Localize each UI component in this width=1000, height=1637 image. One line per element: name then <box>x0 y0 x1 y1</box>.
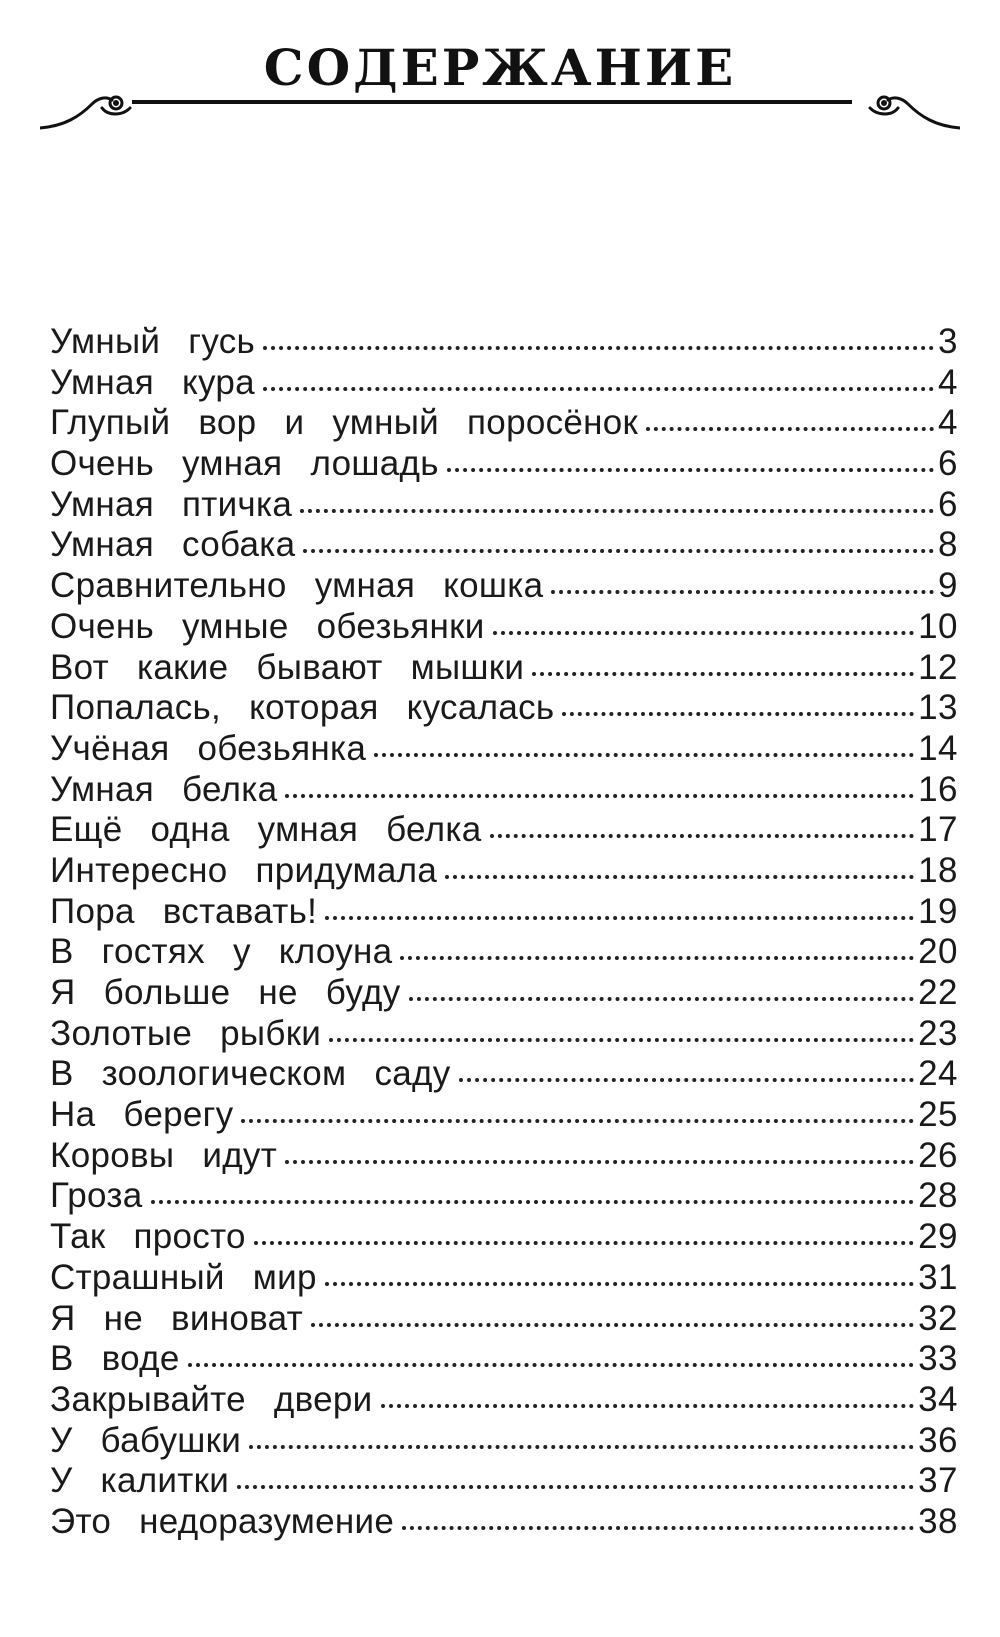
toc-entry-page: 37 <box>918 1461 958 1501</box>
toc-entry[interactable] <box>50 729 958 770</box>
toc-entry[interactable] <box>50 1339 958 1380</box>
toc-entry-page: 9 <box>938 566 958 606</box>
toc-entry-title: Я не виноват <box>50 1298 303 1338</box>
toc-entry[interactable] <box>50 1502 958 1543</box>
toc-entry-title: Глупый вор и умный поросёнок <box>50 403 639 443</box>
toc-entry[interactable] <box>50 932 958 973</box>
toc-entry-title: Вот какие бывают мышки <box>50 647 525 687</box>
toc-entry-page: 4 <box>938 362 958 402</box>
toc-entry-title: Золотые рыбки <box>50 1013 322 1053</box>
toc-leader-dots <box>447 468 934 472</box>
toc-entry-title: Ещё одна умная белка <box>50 810 482 850</box>
toc-entry[interactable] <box>50 1095 958 1136</box>
toc-leader-dots <box>562 712 914 716</box>
toc-entry-page: 16 <box>918 769 958 809</box>
toc-entry-title: Умная птичка <box>50 484 293 524</box>
toc-entry[interactable] <box>50 648 958 689</box>
toc-entry[interactable] <box>50 1054 958 1095</box>
toc-entry[interactable] <box>50 444 958 485</box>
toc-entry-title: Попалась, которая кусалась <box>50 688 555 728</box>
toc-leader-dots <box>459 1078 915 1082</box>
toc-entry[interactable] <box>50 525 958 566</box>
toc-entry[interactable] <box>50 688 958 729</box>
toc-entry-title: Я больше не буду <box>50 973 401 1012</box>
toc-entry[interactable] <box>50 1299 958 1340</box>
toc-entry-page: 28 <box>918 1176 958 1216</box>
toc-leader-dots <box>263 346 934 350</box>
toc-entry-page: 3 <box>938 322 958 361</box>
toc-leader-dots <box>493 631 914 635</box>
toc-entry-title: У бабушки <box>50 1420 242 1460</box>
toc-entry-page: 33 <box>918 1339 958 1379</box>
ornament-divider <box>40 86 960 146</box>
toc-leader-dots <box>374 753 914 757</box>
toc-leader-dots <box>285 794 914 798</box>
toc-entry-page: 4 <box>938 403 958 443</box>
toc-entry-page: 25 <box>918 1095 958 1135</box>
toc-leader-dots <box>646 427 934 431</box>
toc-entry-title: Пора вставать! <box>50 891 318 931</box>
toc-entry-page: 38 <box>918 1501 958 1541</box>
toc-entry-page: 10 <box>918 606 958 646</box>
toc-entry[interactable] <box>50 851 958 892</box>
toc-entry[interactable] <box>50 1176 958 1217</box>
toc-entry-page: 6 <box>938 484 958 524</box>
toc-leader-dots <box>151 1200 915 1204</box>
toc-leader-dots <box>532 672 914 676</box>
toc-entry-title: Страшный мир <box>50 1257 317 1297</box>
toc-leader-dots <box>237 1485 914 1489</box>
toc-entry[interactable] <box>50 322 958 363</box>
table-of-contents <box>50 322 958 1543</box>
toc-entry-page: 31 <box>918 1257 958 1297</box>
toc-leader-dots <box>409 997 915 1001</box>
toc-entry[interactable] <box>50 1136 958 1177</box>
toc-leader-dots <box>311 1323 914 1327</box>
toc-leader-dots <box>241 1119 914 1123</box>
toc-entry-page: 34 <box>918 1379 958 1419</box>
toc-leader-dots <box>402 1526 914 1530</box>
toc-entry-page: 36 <box>918 1420 958 1460</box>
toc-entry-page: 22 <box>918 973 958 1012</box>
toc-entry-page: 24 <box>918 1054 958 1094</box>
toc-leader-dots <box>325 916 914 920</box>
left-flourish-icon <box>40 97 130 128</box>
toc-entry-page: 17 <box>918 810 958 850</box>
toc-leader-dots <box>325 1282 914 1286</box>
toc-entry-page: 26 <box>918 1135 958 1175</box>
toc-entry-page: 12 <box>918 647 958 687</box>
toc-entry[interactable] <box>50 1421 958 1462</box>
toc-leader-dots <box>249 1445 914 1449</box>
toc-entry[interactable] <box>50 607 958 648</box>
toc-entry-page: 6 <box>938 444 958 484</box>
toc-entry-page: 14 <box>918 728 958 768</box>
toc-entry-page: 8 <box>938 525 958 565</box>
toc-entry-title: Гроза <box>50 1176 143 1216</box>
toc-entry-title: Умная белка <box>50 769 278 809</box>
toc-leader-dots <box>490 834 915 838</box>
toc-entry[interactable] <box>50 1380 958 1421</box>
toc-entry-title: Коровы идут <box>50 1135 278 1175</box>
toc-leader-dots <box>254 1241 914 1245</box>
toc-entry-title: Сравнительно умная кошка <box>50 566 544 606</box>
toc-leader-dots <box>263 387 934 391</box>
toc-entry-title: Умный гусь <box>50 322 256 361</box>
toc-entry-title: Умная собака <box>50 525 296 565</box>
toc-leader-dots <box>381 1404 915 1408</box>
toc-leader-dots <box>188 1363 914 1367</box>
toc-entry[interactable] <box>50 1461 958 1502</box>
toc-entry-title: В воде <box>50 1339 180 1379</box>
toc-entry[interactable] <box>50 810 958 851</box>
toc-entry-title: Учёная обезьянка <box>50 728 367 768</box>
right-flourish-icon <box>870 97 960 128</box>
toc-entry[interactable] <box>50 566 958 607</box>
toc-entry-page: 13 <box>918 688 958 728</box>
toc-entry-title: Так просто <box>50 1217 246 1257</box>
toc-entry-title: Это недоразумение <box>50 1501 395 1541</box>
toc-entry-page: 20 <box>918 932 958 972</box>
toc-entry-title: Интересно придумала <box>50 850 438 890</box>
toc-entry[interactable] <box>50 1217 958 1258</box>
toc-entry[interactable] <box>50 403 958 444</box>
toc-entry-page: 19 <box>918 891 958 931</box>
toc-entry-page: 23 <box>918 1013 958 1053</box>
toc-entry[interactable] <box>50 1258 958 1299</box>
toc-leader-dots <box>285 1160 914 1164</box>
toc-entry[interactable] <box>50 892 958 933</box>
toc-entry[interactable] <box>50 1014 958 1055</box>
toc-entry[interactable] <box>50 770 958 811</box>
toc-entry[interactable] <box>50 485 958 526</box>
toc-entry-title: Закрывайте двери <box>50 1379 373 1419</box>
toc-entry-title: В зоологическом саду <box>50 1054 451 1094</box>
toc-entry-title: Очень умные обезьянки <box>50 606 485 646</box>
toc-entry-title: У калитки <box>50 1461 230 1501</box>
toc-entry-page: 29 <box>918 1217 958 1257</box>
toc-entry[interactable] <box>50 973 958 1014</box>
toc-entry-title: На берегу <box>50 1095 234 1135</box>
toc-entry-page: 18 <box>918 850 958 890</box>
toc-leader-dots <box>300 509 934 513</box>
toc-entry[interactable] <box>50 363 958 404</box>
toc-leader-dots <box>329 1038 914 1042</box>
toc-leader-dots <box>303 549 934 553</box>
toc-entry-title: Очень умная лошадь <box>50 444 439 484</box>
toc-entry-title: В гостях у клоуна <box>50 932 393 972</box>
toc-leader-dots <box>400 956 914 960</box>
page-title: СОДЕРЖАНИЕ <box>263 38 737 97</box>
toc-leader-dots <box>445 875 914 879</box>
toc-leader-dots <box>551 590 934 594</box>
toc-entry-page: 32 <box>918 1298 958 1338</box>
toc-entry-title: Умная кура <box>50 362 255 402</box>
